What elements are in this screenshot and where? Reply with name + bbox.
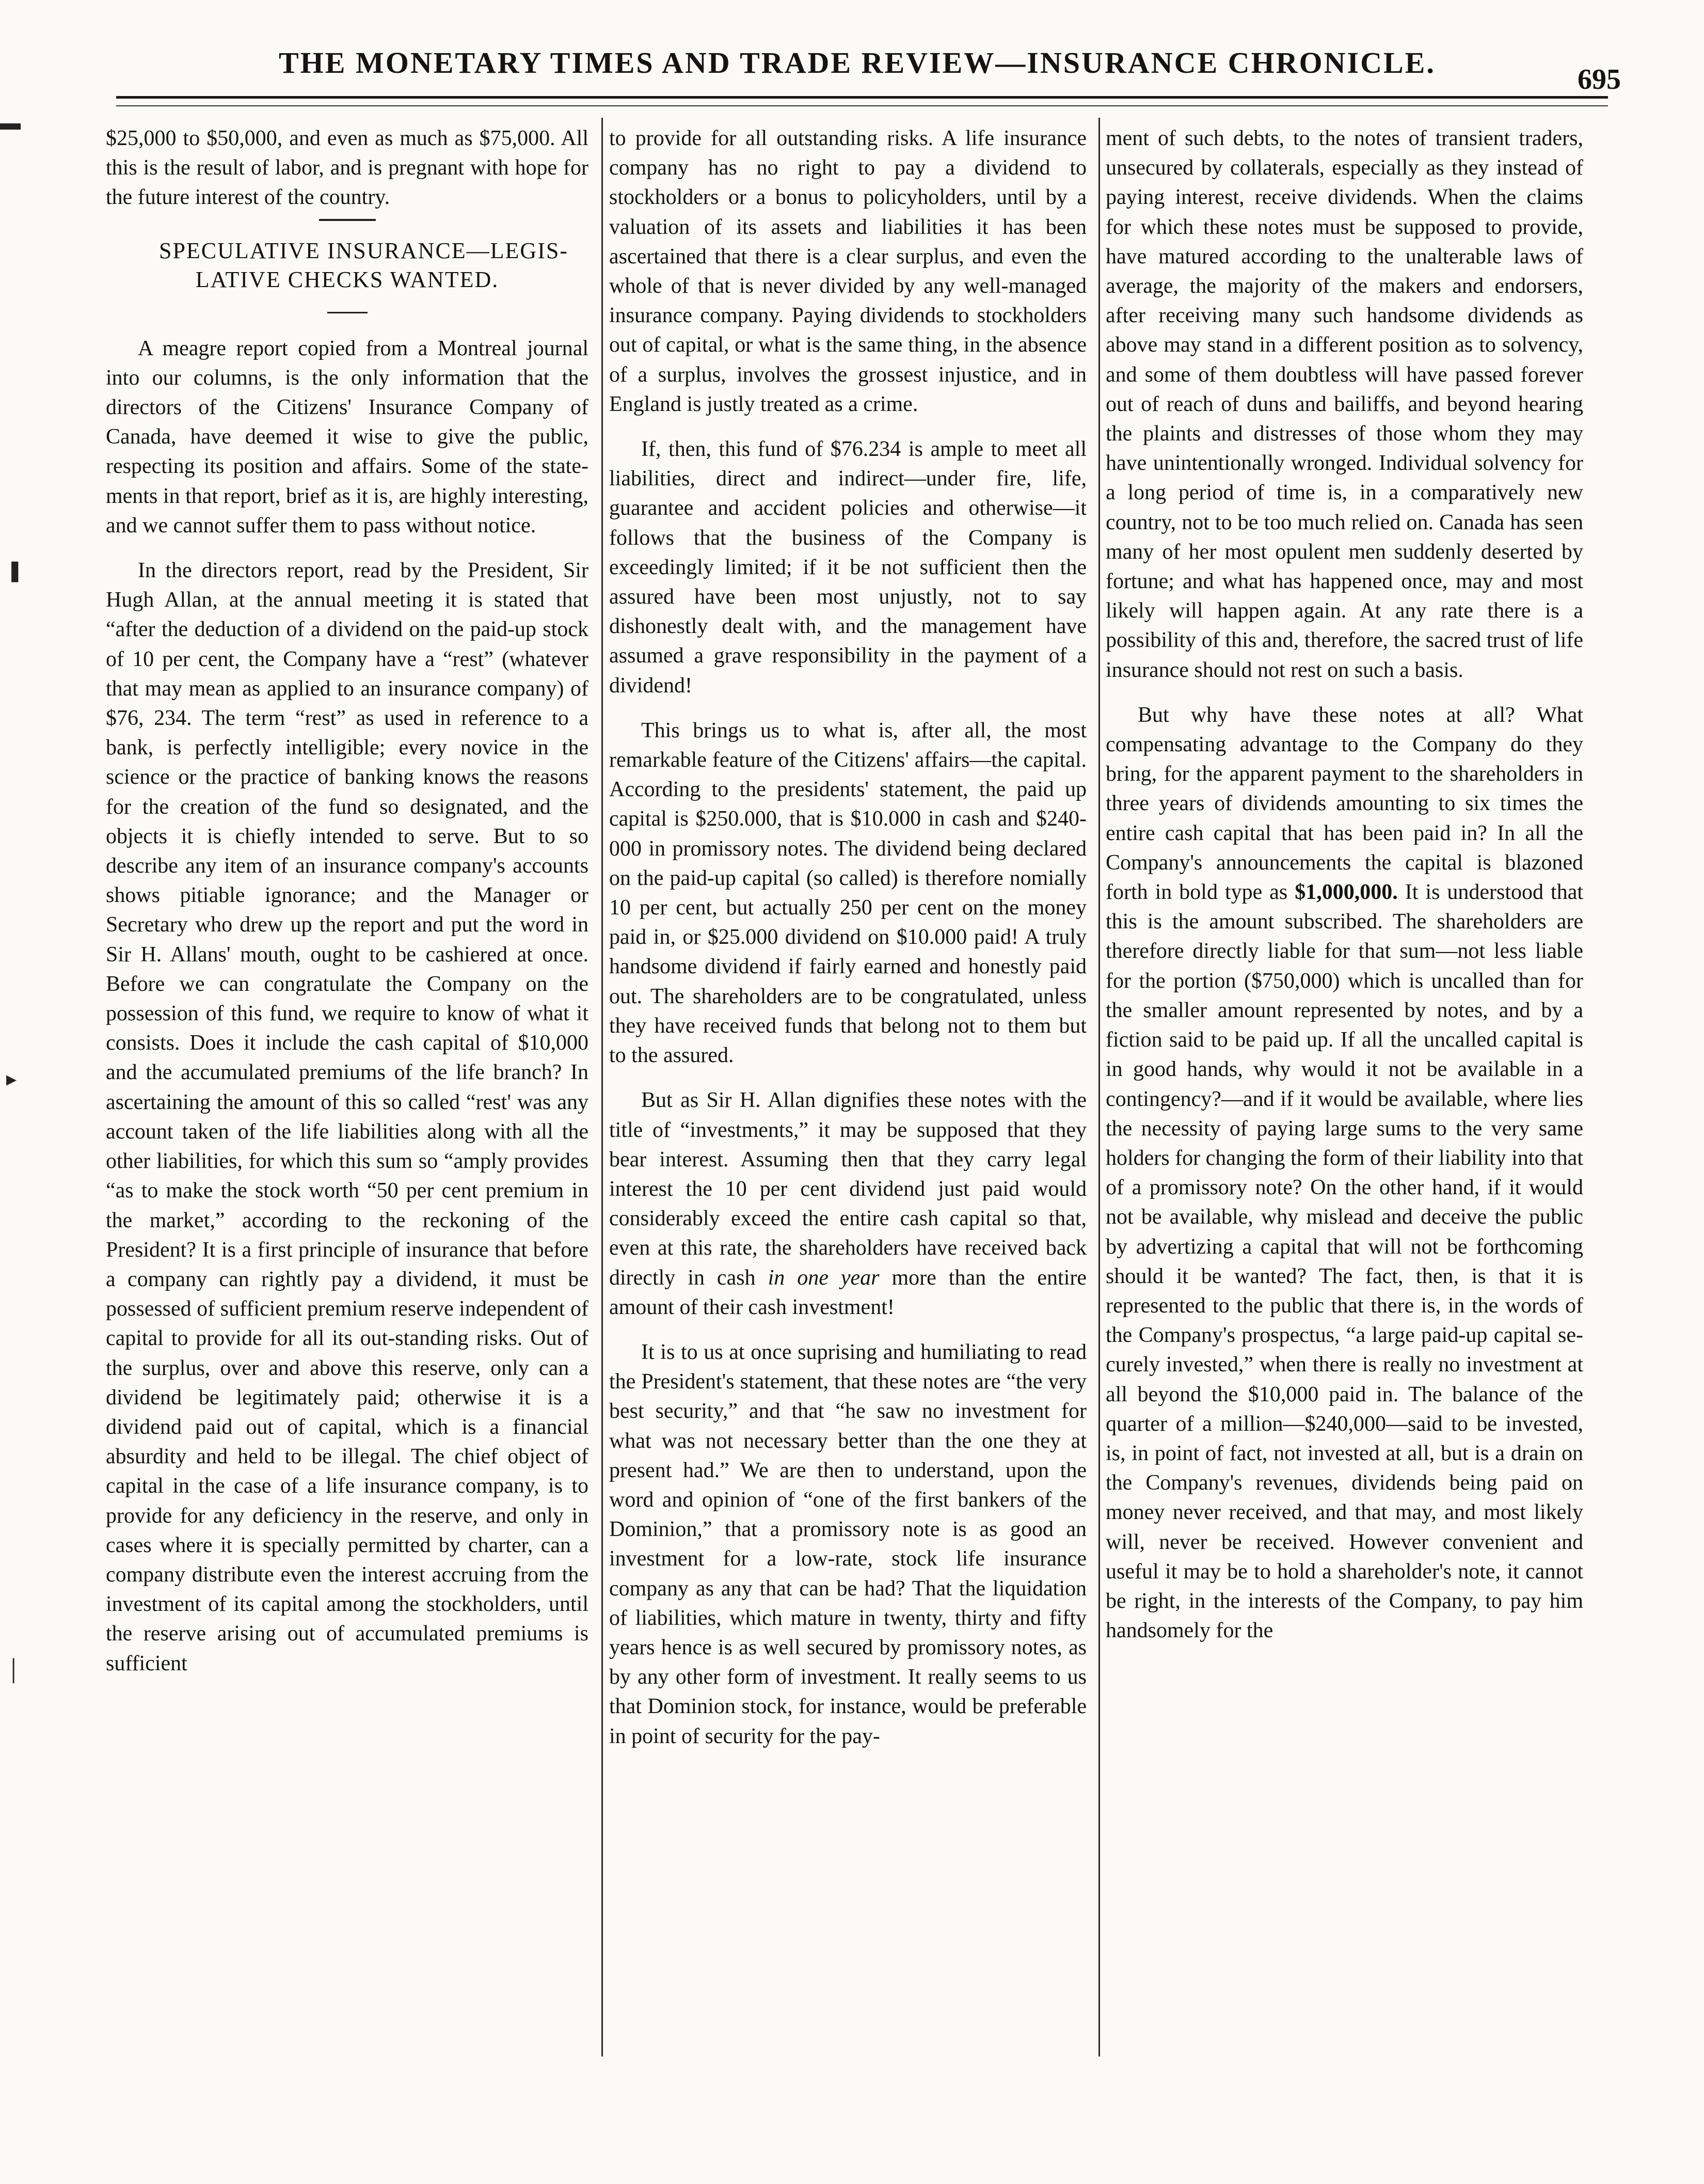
paragraph-text: more than the entire amount of their cash investment! [609, 1265, 1087, 1319]
bold-capital-figure: $1,000,000. [1295, 880, 1398, 905]
paragraph: If, then, this fund of $76.234 is ample to meet all liabilities, direct and indirect—under fire, life, guarantee and accident policies and otherwise—it follows that the business of the Company is exceedingly limited; if it be not sufficient then the assured have been most unjustly, not to say dishonestly dealt with, and the management have assumed a grave responsibility in the payment of a dividend! [609, 437, 1087, 698]
emphasis-text: in one year [768, 1265, 880, 1290]
page-number: 695 [1578, 64, 1621, 96]
masthead [103, 36, 1621, 98]
paragraph: This brings us to what is, after all, the most remarkable feature of the Citizens' affairs—the capital. According to the presidents' statement, the paid up capital is $250.000, that is $10.000 in cash and $240000 in promissory notes. The dividend being declared on the paid-up capital (so called) is therefore nomially 10 per cent, but actually 250 per cent on the money paid in, or $25.000 dividend on $10.000 paid! A truly handsome dividend if fairly earned and honestly paid out. The shareholders are to be congratulated, unless they have received funds that belong not to them but to the assured. [609, 718, 1087, 1068]
column-1 [106, 124, 588, 2045]
paragraph-text: But as Sir H. Allan dignifies these notes with the title of “investments,” it may be supposed that they bear interest. Assuming then that they carry legal interest the 10 per cent dividend just paid would considerably exceed the entire cash capital so that, even at this rate, the shareholders have received back directly in cash [609, 1088, 1087, 1290]
margin-mark: ▸ [6, 1067, 17, 1090]
publication-title: THE MONETARY TIMES AND TRADE REVIEW—INSURANCE CHRONICLE. [279, 46, 1436, 80]
column-2 [609, 124, 1087, 2045]
paragraph [609, 1086, 1087, 1322]
paragraph: In the directors report, read by the President, Sir Hugh Allan, at the annual meeting it is stated that “after the deduction of a dividend on the paid-up stock of 10 per cent, the Company have a “rest” (whatever that may mean as applied to an insurance company) of $76, 234. The term “rest” as used in reference to a bank, is perfectly intelligible; every novice in the science or the practice of banking knows the reasons for the creation of the fund so designated, and the objects it is chiefly intended to serve. But to so describe any item of an insurance company's accounts shows pitiable ignorance; and the Manager or Secretary who drew up the report and put the word in Sir H. Allans' mouth, ought to be cashiered at once. Before we can congratulate the Company on the possession of this fund, we require to know of what it consists. Does it include the cash capital of $10,000 and the accumulated premiums of the life branch? In ascertaining the amount of this so called “rest' was any account taken of the life liabilities along with all the other liabilities, for which this sum so “amply provides “as to make the stock worth “50 per cent premium in the market,” according to the reckoning of the President? It is a first principle of insurance that before a company can rightly pay a dividend, it must be possessed of sufficient premium reserve independent of capital to provide for all its out-standing risks. Out of the surplus, over and above this reserve, only can a dividend be legitimately paid; otherwise it is a dividend paid out of capital, which is a financial absurdity and held to be illegal. The chief object of capital in the case of a life insurance company, is to provide for any deficiency in the reserve, and only in cases where it is specially permitted by charter, can a company distribute even the interest accruing from the investment of its capital among the stockholders, until the reserve arising out of accumulated premiums is sufficient [106, 559, 588, 1675]
paragraph: It is to us at once suprising and humiliating to read the President's statement, that these notes are “the very best security,” and that “he saw no investment for what was not necessary better than the one they at present had.” We are then to understand, upon the word and opinion of “one of the first bankers of the Dominion,” that a promissory note is as good an investment for a low-rate, stock life insurance company as any that can be had? That the liquidation of liabilities, which mature in twenty, thirty and fifty years hence is as well secured by promissory notes, as by any other form of investment. It really seems to us that Dominion stock, for instance, would be preferable in point of security for the pay- [609, 1340, 1087, 1748]
paragraph: A meagre report copied from a Montreal journal into our columns, is the only information that the directors of the Citizens' Insurance Company of Canada, have deemed it wise to give the public, respecting its position and affairs. Some of the statements in that report, brief as it is, are highly interesting, and we cannot suffer them to pass without notice. [106, 336, 588, 537]
section-separator [319, 219, 376, 221]
paragraph-text: It is understood that this is the amount subscribed. The shareholders are therefore directly liable for that sum—not less liable for the portion ($750,000) which is uncalled than for the smaller amount represented by notes, and by a fiction said to be paid up. If all the uncalled capital is in good hands, why would it not be available in a contingency?—and if it would be available, where lies the necessity of paying large sums to the very same holders for changing the form of their liability into that of a promissory note? On the other hand, if it would not be available, why mislead and deceive the public by advertizing a capital that will not be forthcoming should it be wanted? The fact, then, is that it is represented to the public that there is, in the words of the Company's prospectus, “a large paid-up capital securely invested,” when there is really no investment at all beyond the $10,000 paid in. The balance of the quarter of a million—$240,000—said to be invested, is, in point of fact, not invested at all, but is a drain on the Company's revenues, dividends being paid on money never received, and that may, and most likely will, never be received. However convenient and useful it may be to hold a shareholder's note, it cannot be right, in the interests of the Company, to pay him handsomely for the [1106, 880, 1583, 1643]
article-heading: SPECULATIVE INSURANCE—LEGISLATIVE CHECKS WANTED. [158, 238, 567, 292]
masthead-rule-thin [116, 105, 1608, 106]
column-divider-1 [601, 118, 603, 2056]
heading-rule [327, 312, 368, 313]
masthead-rule-thick [116, 96, 1608, 99]
paragraph [1106, 701, 1583, 1646]
paragraph: $25,000 to $50,000, and even as much as $75,000. All this is the result of labor, and is pregnant with hope for the future interest of the country. [106, 126, 588, 210]
paragraph: ment of such debts, to the notes of transient traders, unsecured by collaterals, especially as they instead of paying interest, receive dividends. When the claims for which these notes must be supposed to provide, have matured according to the unalterable laws of average, the majority of the makers and endorsers, after receiving many such handsome dividends as above may stand in a different position as to solvency, and some of them doubtless will have passed forever out of reach of duns and bailiffs, and beyond hearing the plaints and distresses of those whom they may have unintentionally wronged. Individual solvency for a long period of time is, in a comparatively new country, not to be too much relied on. Canada has seen many of her most opulent men suddenly deserted by fortune; and what has happened once, may and most likely will happen again. At any rate there is a possibility of this and, therefore, the sacred trust of life insurance should not rest on such a basis. [1106, 126, 1583, 682]
margin-mark: ❚ [6, 559, 24, 582]
paragraph-text: But why have these notes at all? What compensating advantage to the Company do they bring, for the apparent payment to the shareholders in three years of dividends amounting to six times the entire cash capital that has been paid in? In all the Company's announcements the capital is blazoned forth in bold type as [1106, 703, 1583, 905]
margin-mark: ▬ [0, 111, 21, 134]
column-3 [1106, 124, 1583, 2045]
paragraph: to provide for all outstanding risks. A life insurance company has no right to pay a dividend to stockholders or a bonus to policyholders, until by a valuation of its assets and liabilities it has been ascertained that there is a clear surplus, and even the whole of that is never divided by any well-managed insurance company. Paying dividends to stockholders out of capital, or what is the same thing, in the absence of a surplus, involves the grossest injustice, and in England is justly treated as a crime. [609, 126, 1087, 416]
column-divider-2 [1098, 118, 1100, 2056]
margin-mark: │ [6, 1658, 21, 1682]
